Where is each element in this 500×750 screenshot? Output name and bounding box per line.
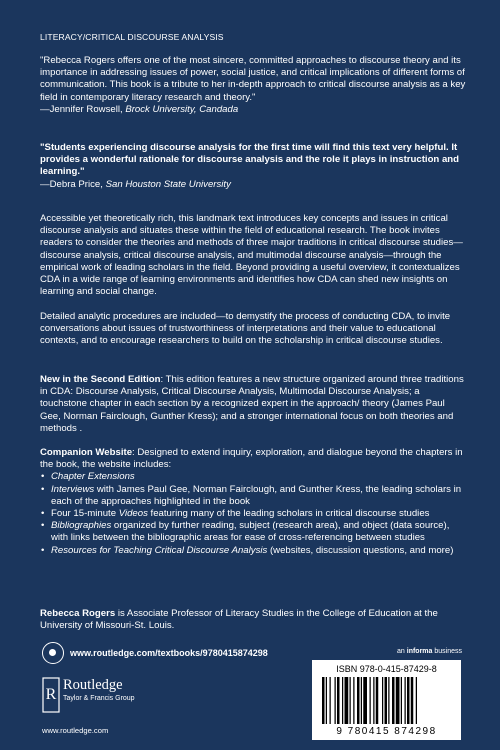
svg-text:R: R [45,686,57,703]
author-bio: Rebecca Rogers is Associate Professor of Literacy Studies in the College of Education at the University of Missouri-St. Louis. [40,608,438,632]
list-item: • Bibliographies organized by further reading, subject (research area), and object (data source), with links between the bibliographic areas for ease of cross-referencing between studies [40,520,468,544]
quote-1-attribution: —Jennifer Rowsell, Brock University, Candada [40,103,239,115]
category-header: LITERACY/CRITICAL DISCOURSE ANALYSIS [40,32,224,42]
list-item: • Resources for Teaching Critical Discourse Analysis (websites, discussion questions, and more) [40,545,468,557]
footer [0,640,500,750]
publisher-name: Routledge [63,677,123,693]
companion-website-url[interactable]: www.routledge.com/textbooks/9780415874298 [70,648,268,658]
quote-2-attribution: —Debra Price, San Houston State University [40,178,231,190]
endorsement-quote-1 [40,55,468,116]
companion-website-icon [42,642,64,664]
publisher-url[interactable]: www.routledge.com [42,726,109,735]
barcode-bars [322,677,451,724]
publisher-group: Taylor & Francis Group [63,695,135,702]
quote-1-text: "Rebecca Rogers offers one of the most sincere, committed approaches to discourse theory and its importance in addressing issues of power, social justice, and critical implications of different forms of communication. This book is a tribute to her in-depth approach to critical discourse analysis as a key field in contemporary literacy research and theory." [40,55,466,103]
list-item: • Four 15-minute Videos featuring many of the leading scholars in critical discourse studies [40,508,468,520]
companion-website-section: Companion Website: Designed to extend inquiry, exploration, and dialogue beyond the chapters in the book, the website includes: • Chapter Extensions • Interviews with James Paul Gee, Norman Fairclough, and Gunther Kress, the leading scholars in each of the approaches highlighted in the book • Four 15-minute Videos featuring many of the leading scholars in critical discourse studies • Bibliographies organized by further reading, subject (research area), and object (data source), with links between the bibliographic areas for ease of cross-referencing between studies • Resources for Teaching Critical Discourse Analysis (websites, discussion questions, and more) [40,447,468,557]
list-item: • Interviews with James Paul Gee, Norman Fairclough, and Gunther Kress, the leading scholars in each of the approaches highlighted in the book [40,484,468,508]
list-item: • Chapter Extensions [40,471,468,483]
barcode [312,660,461,740]
barcode-digits: 9 780415 874298 [336,726,437,737]
isbn-text: ISBN 978-0-415-87429-8 [336,664,437,674]
routledge-logo-icon [42,677,60,713]
companion-list [40,471,468,556]
quote-2-text: "Students experiencing discourse analysis for the first time will find this text very helpful. It provides a wonderful rationale for discourse analysis and the role it plays in instruction and learning." [40,142,460,178]
informa-tagline: an informa business [397,648,462,655]
description-paragraph-2: Detailed analytic procedures are included—to demystify the process of conducting CDA, to invite conversations about issues of trustworthiness of interpretations and their value to educational contexts, and to encourage researchers to build on the scholarship in critical discourse studies. [40,311,451,347]
description-paragraph-1: Accessible yet theoretically rich, this landmark text introduces key concepts and issues in critical discourse analysis and situates these within the field of educational research. The book invites readers to consider the theories and methods of three major traditions in critical discourse studies—discourse analysis, critical discourse analysis, and multimodal discourse analysis—through the empirical work of leading scholars in the field. Beyond providing a useful overview, it contextualizes CDA in a wide range of learning environments and identifies how CDA can shed new insights on learning and social change. [40,213,463,298]
new-edition-paragraph: New in the Second Edition: This edition features a new structure organized around three traditions in CDA: Discourse Analysis, Critical Discourse Analysis, Multimodal Discourse Analysis; a touchstone chapter in each section by a recognized expert in the approach/ theory (James Paul Gee, Norman Fairclough, Gunther Kress); and a stronger international focus on both theories and methods . [40,374,464,434]
endorsement-quote-2 [40,142,468,191]
